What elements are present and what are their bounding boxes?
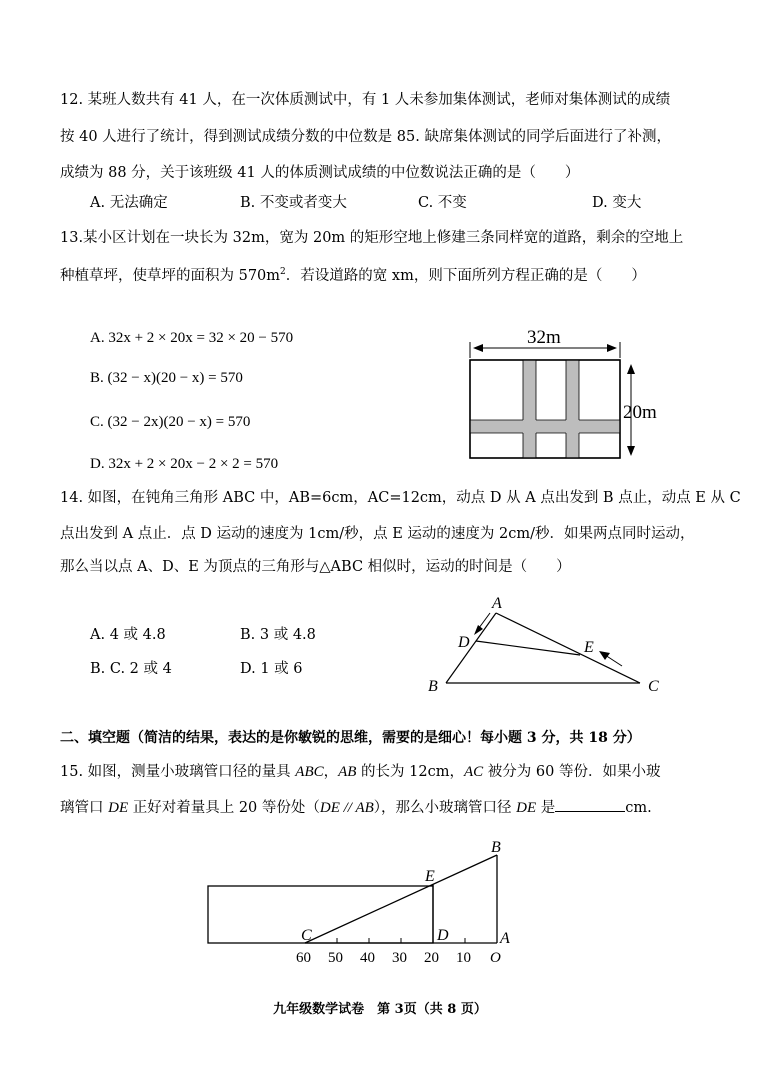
q15-line-1 (60, 762, 660, 782)
scale-30: 30 (392, 950, 407, 966)
q14-option-c: B. C. 2 或 4 (90, 661, 172, 677)
q14-option-a: A. 4 或 4.8 (90, 627, 166, 643)
q12-option-d: D. 变大 (592, 195, 642, 211)
q12-option-b: B. 不变或者变大 (240, 195, 347, 211)
label-c: C (648, 678, 659, 695)
q13-line-2-text-a: 种植草坪，使草坪的面积为 570m (60, 267, 281, 284)
q13-line-2-text-b: ．若设道路的宽 xm，则下面所列方程正确的是（ ） (285, 267, 646, 284)
label-d: D (437, 927, 449, 944)
road-horizontal (470, 420, 620, 433)
q14-line-2: 点出发到 A 点止．点 D 运动的速度为 1cm/秒，点 E 运动的速度为 2cm/秒．如果两点同时运动， (60, 526, 695, 542)
width-label: 20m (623, 402, 657, 423)
page-footer: 九年级数学试卷 第 3页（共 8 页） (273, 1002, 487, 1017)
q12-line-1: 12. 某班人数共有 41 人，在一次体质测试中，有 1 人未参加集体测试，老师对集体测试的成绩 (60, 92, 671, 108)
q14-triangle-figure (420, 590, 680, 700)
plot-rectangle (470, 360, 620, 458)
label-b: B (428, 678, 438, 695)
q15-text-8: 是 (536, 800, 556, 816)
q12-option-a: A. 无法确定 (90, 195, 168, 211)
label-e: E (584, 639, 594, 656)
q15-text-1: 15. 如图，测量小玻璃管口径的量具 (60, 764, 296, 780)
label-d: D (458, 634, 470, 651)
side-ac (496, 613, 640, 683)
scale-origin: O (490, 950, 501, 966)
scale-20: 20 (424, 950, 439, 966)
label-a: A (500, 930, 510, 947)
q15-de-2: DE (516, 800, 537, 816)
scale-40: 40 (360, 950, 375, 966)
q15-text-2: ， (323, 764, 339, 780)
q15-line-2 (60, 797, 652, 818)
scale-50: 50 (328, 950, 343, 966)
q15-text-6: 正好对着量具上 20 等份处（ (128, 800, 320, 816)
q13-road-figure (455, 318, 675, 468)
q15-de: DE (108, 800, 129, 816)
q14-option-d: D. 1 或 6 (240, 661, 303, 677)
label-a: A (492, 595, 502, 612)
q13-superscript: 2 (280, 267, 286, 277)
q15-ab: AB (338, 764, 357, 780)
section-2-title: 二、填空题（简洁的结果，表达的是你敏锐的思维，需要的是细心！每小题 3 分，共 18 分） (60, 730, 641, 746)
q15-text-4: 被分为 60 等份．如果小玻 (483, 764, 661, 780)
side-ab (446, 613, 496, 683)
label-b: B (491, 839, 501, 856)
q13-option-d: D. 32x + 2 × 20x − 2 × 2 = 570 (90, 456, 279, 472)
q15-ac: AC (464, 764, 484, 780)
side-cb (305, 855, 497, 943)
q13-option-a: A. 32x + 2 × 20x = 32 × 20 − 570 (90, 330, 294, 346)
label-c: C (301, 927, 312, 944)
q14-line-1: 14. 如图，在钝角三角形 ABC 中，AB=6cm，AC=12cm，动点 D 从 A 点出发到 B 点止，动点 E 从 C (60, 490, 741, 506)
q13-option-c: C. (32 − 2x)(20 − x) = 570 (90, 414, 251, 430)
length-label: 32m (527, 327, 561, 348)
q15-measuring-figure (200, 835, 530, 970)
glass-tube (208, 886, 433, 943)
scale-60: 60 (296, 950, 311, 966)
q13-line-2 (60, 262, 646, 286)
q15-text-7: ），那么小玻璃管口径 (373, 800, 517, 816)
q15-abc: ABC (295, 764, 324, 780)
q14-line-3: 那么当以点 A、D、E 为顶点的三角形与△ABC 相似时，运动的时间是（ ） (60, 559, 571, 575)
q15-unit: cm. (625, 800, 652, 816)
q12-line-3: 成绩为 88 分，关于该班级 41 人的体质测试成绩的中位数说法正确的是（ ） (60, 165, 580, 181)
road-vertical-1 (523, 360, 536, 458)
segment-de (476, 641, 580, 655)
q13-line-1: 13.某小区计划在一块长为 32m，宽为 20m 的矩形空地上修建三条同样宽的道路，剩余的空地上 (60, 230, 684, 246)
answer-blank[interactable] (555, 797, 625, 812)
q14-option-b: B. 3 或 4.8 (240, 627, 316, 643)
q12-option-c: C. 不变 (418, 195, 467, 211)
q13-option-b: B. (32 − x)(20 − x) = 570 (90, 370, 243, 386)
road-vertical-2 (566, 360, 579, 458)
q15-text-5: 璃管口 (60, 800, 109, 816)
q15-de-parallel-ab: DE // AB (319, 800, 374, 816)
label-e: E (425, 868, 435, 885)
q15-text-3: 的长为 12cm， (356, 764, 464, 780)
q12-line-2: 按 40 人进行了统计，得到测试成绩分数的中位数是 85. 缺席集体测试的同学后面进行了补测， (60, 129, 671, 145)
scale-10: 10 (456, 950, 471, 966)
